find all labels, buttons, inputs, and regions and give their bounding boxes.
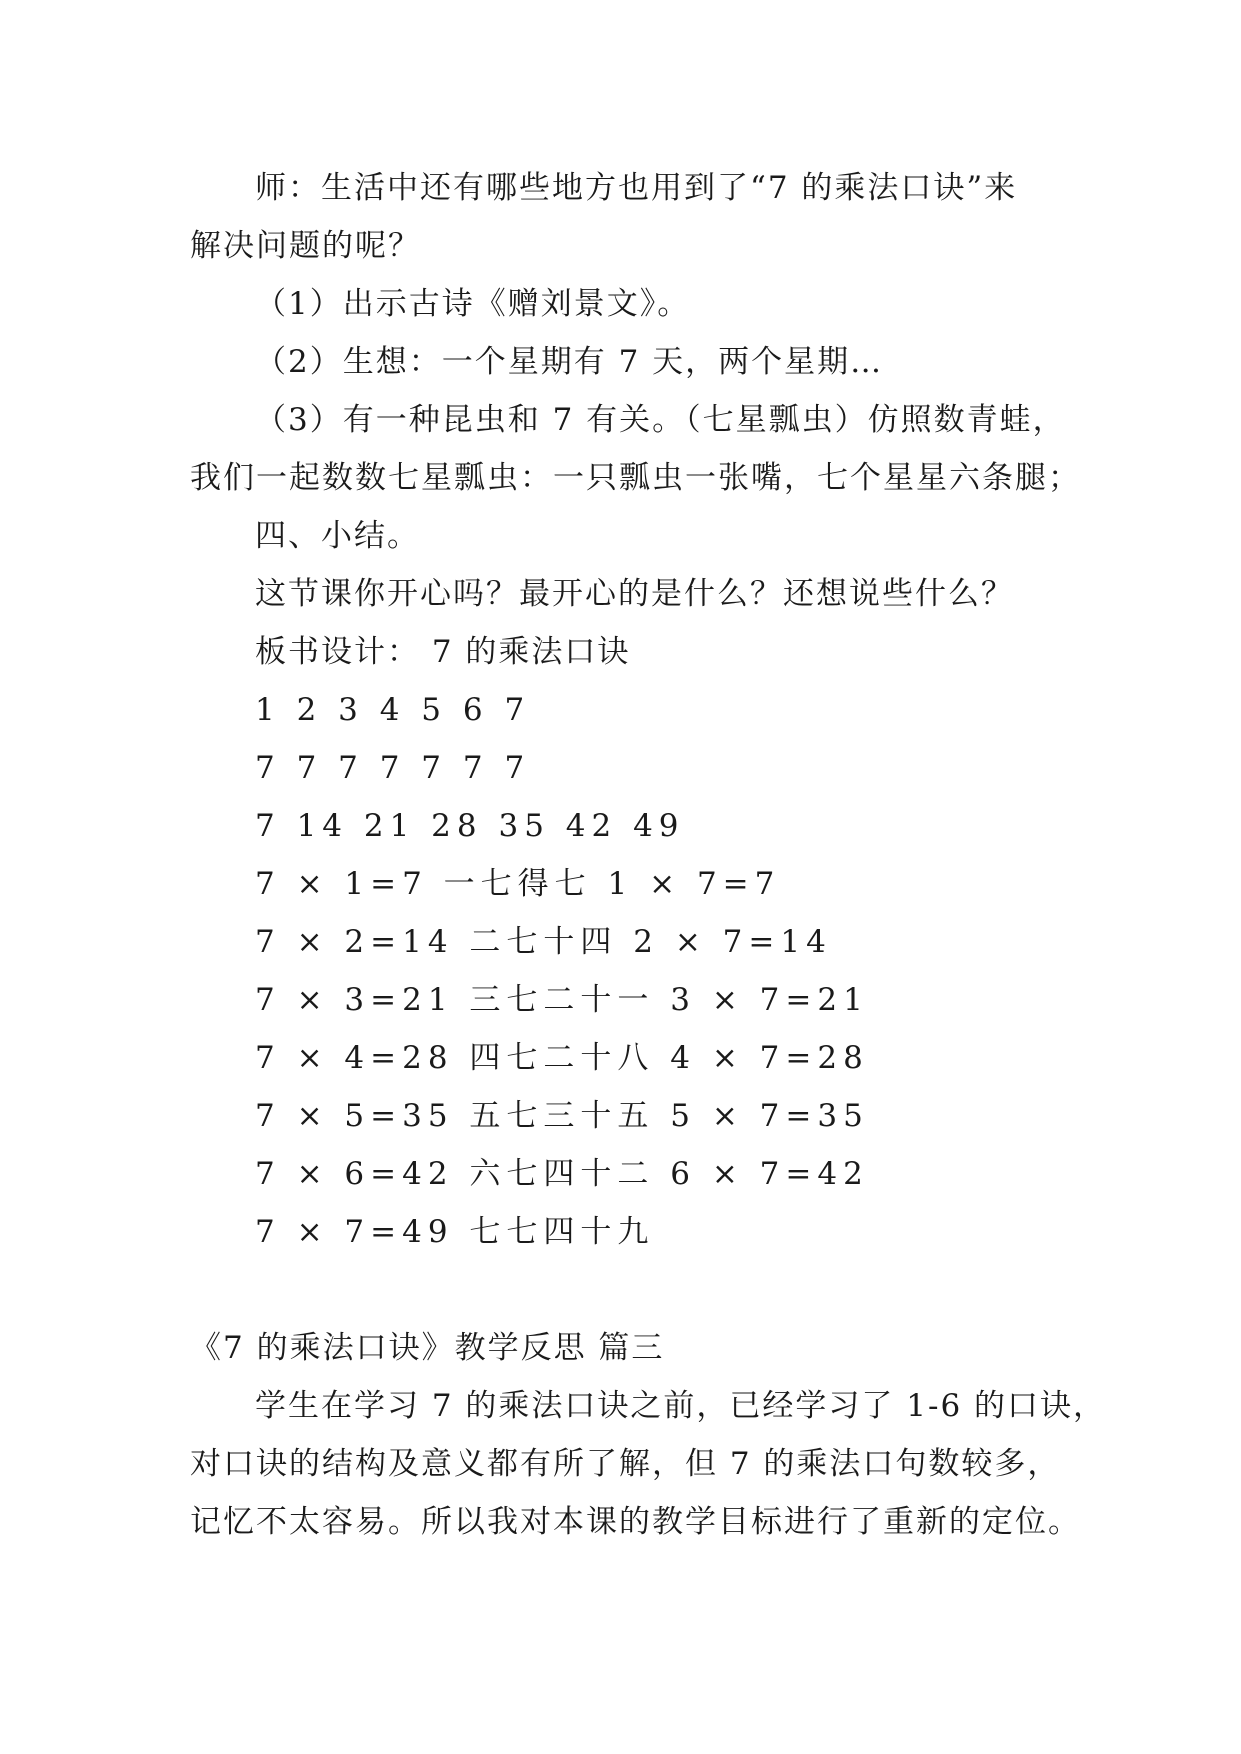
paragraph-line: 我们一起数数七星瓢虫：一只瓢虫一张嘴，七个星星六条腿； (190, 460, 1081, 496)
board-line: 7 × 7=49 七七四十九 (255, 1214, 655, 1250)
section-heading-summary: 四、小结。 (255, 518, 420, 554)
paragraph-line: 记忆不太容易。所以我对本课的教学目标进行了重新的定位。 (190, 1504, 1081, 1540)
board-line: 7 × 5=35 五七三十五 5 × 7=35 (255, 1098, 869, 1134)
paragraph-line: （2）生想：一个星期有 7 天，两个星期… (255, 344, 884, 380)
section-heading: 《7 的乘法口诀》教学反思 篇三 (190, 1330, 665, 1366)
board-line: 7 7 7 7 7 7 7 (255, 750, 531, 786)
board-line: 7 × 4=28 四七二十八 4 × 7=28 (255, 1040, 869, 1076)
board-line: 7 14 21 28 35 42 49 (255, 808, 685, 844)
board-line: 7 × 2=14 二七十四 2 × 7=14 (255, 924, 832, 960)
paragraph-line: 对口诀的结构及意义都有所了解，但 7 的乘法口句数较多， (190, 1446, 1061, 1482)
board-line: 7 × 1=7 一七得七 1 × 7=7 (255, 866, 781, 902)
board-line: 7 × 6=42 六七四十二 6 × 7=42 (255, 1156, 869, 1192)
board-line: 1 2 3 4 5 6 7 (255, 692, 531, 728)
paragraph-line: 师：生活中还有哪些地方也用到了“7 的乘法口诀”来 (255, 170, 1018, 206)
paragraph-line: 学生在学习 7 的乘法口诀之前，已经学习了 1-6 的口诀， (255, 1388, 1107, 1424)
paragraph-line: （3）有一种昆虫和 7 有关。（七星瓢虫）仿照数青蛙， (255, 402, 1066, 438)
paragraph-line: 这节课你开心吗？最开心的是什么？还想说些什么？ (255, 576, 1014, 612)
paragraph-line: （1）出示古诗《赠刘景文》。 (255, 286, 691, 322)
paragraph-line: 解决问题的呢？ (190, 228, 421, 264)
board-line: 7 × 3=21 三七二十一 3 × 7=21 (255, 982, 869, 1018)
board-design-title: 板书设计： 7 的乘法口诀 (255, 634, 631, 670)
